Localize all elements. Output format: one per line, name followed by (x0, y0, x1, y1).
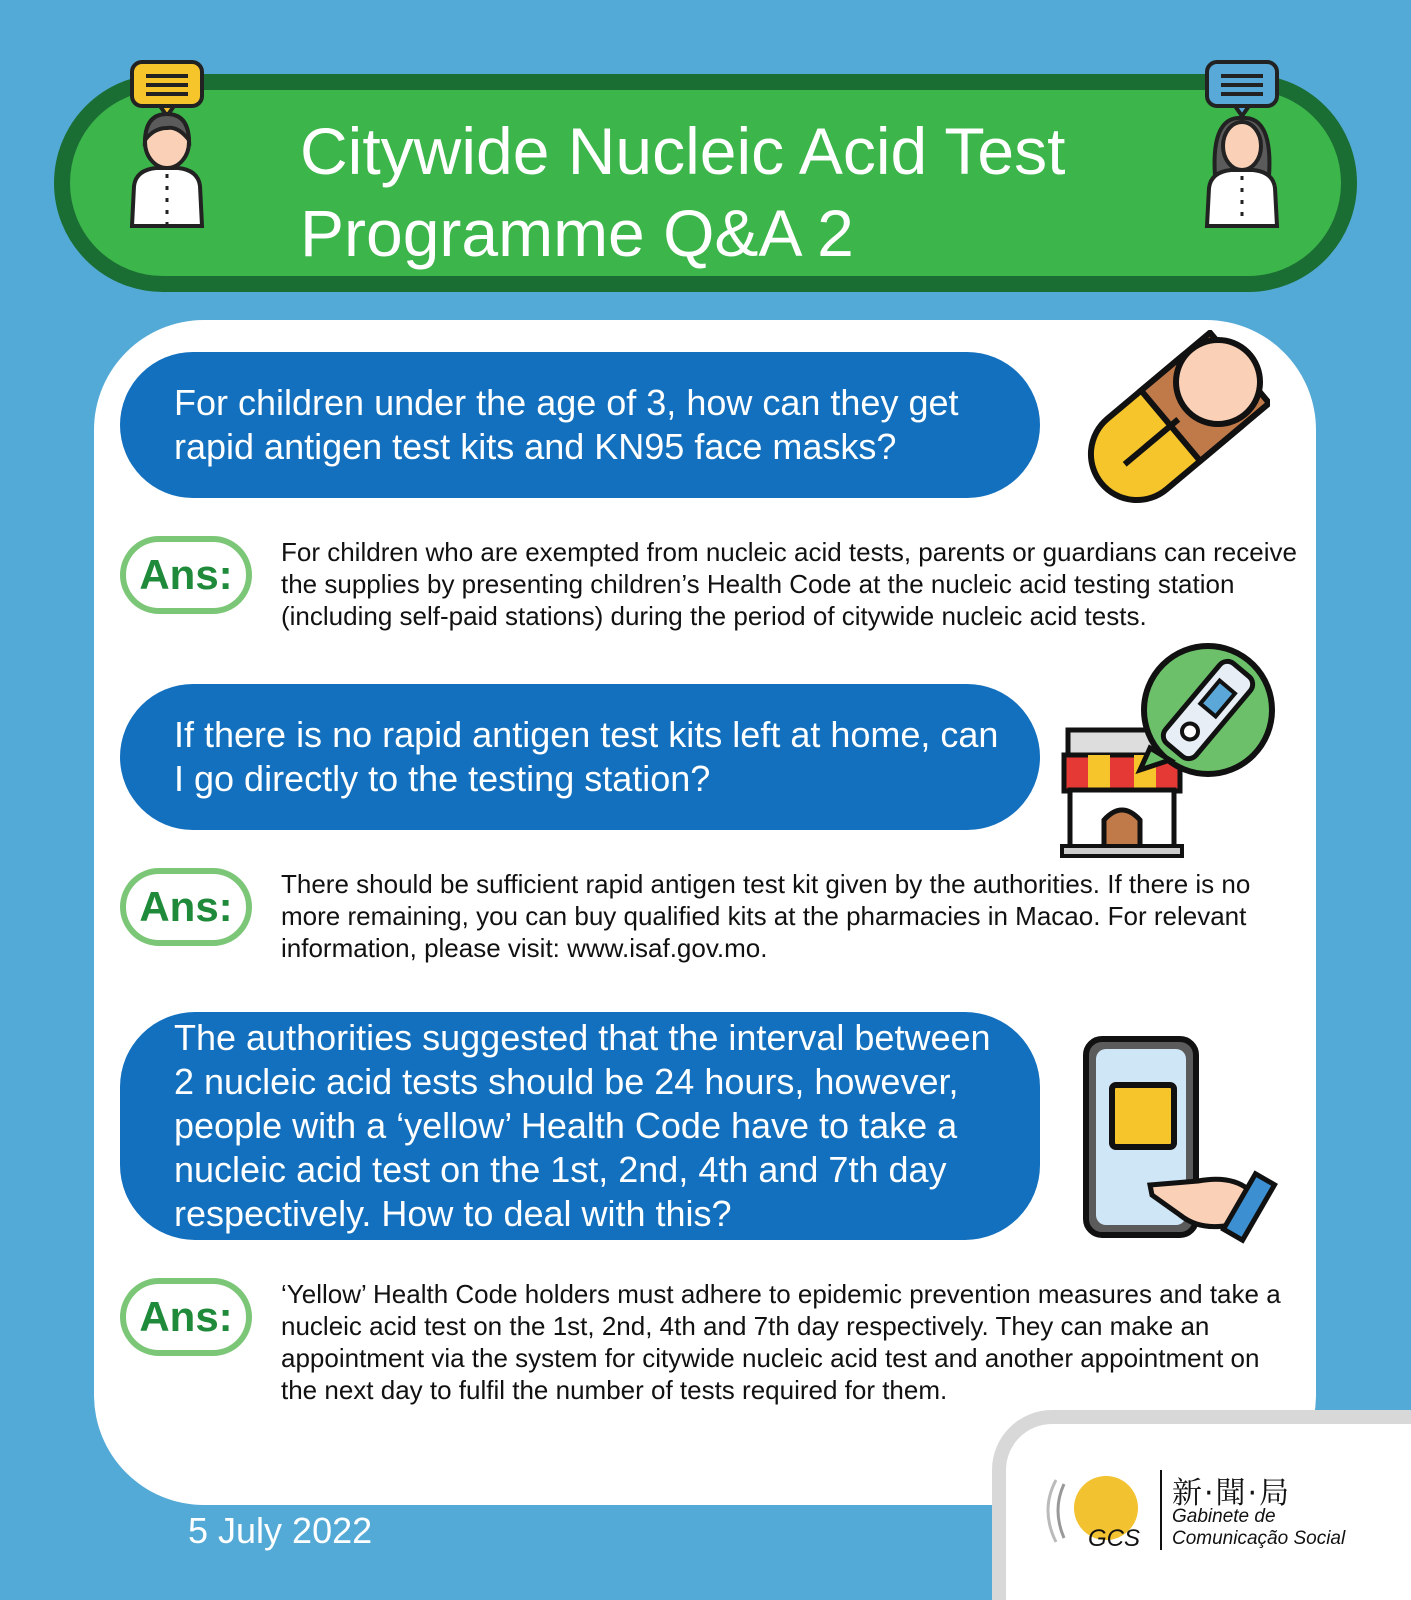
publish-date: 5 July 2022 (188, 1510, 373, 1551)
question-text-3: The authorities suggested that the interval between 2 nucleic acid tests should be 24 hours, however, people with a ‘yellow’ Health Code have to take a nucleic acid test on the 1st, 2nd, 4th and 7th day respectively. How to deal with this? (174, 1017, 991, 1234)
woman-with-speech-bubble-icon (1197, 56, 1287, 236)
question-bubble-2 (120, 684, 1040, 830)
logo-pt-line-1: Gabinete de (1172, 1506, 1276, 1527)
pharmacy-test-kit-icon (1060, 640, 1280, 860)
gcs-logo-icon (1036, 1460, 1156, 1560)
baby-swaddle-icon (1070, 330, 1270, 510)
logo-chinese-name: 新·聞·局 (1172, 1476, 1292, 1511)
answer-label-2: Ans: (120, 868, 252, 946)
man-with-speech-bubble-icon (122, 56, 212, 236)
answer-text-3: ‘Yellow’ Health Code holders must adhere to epidemic prevention measures and take a nucleic acid test on the 1st, 2nd, 4th and 7th day respectively. They can make an appointment via the system for citywide nucleic acid test and another appointment on the next day to fulfil the number of tests required for them. (281, 1279, 1281, 1405)
answer-label-1: Ans: (120, 536, 252, 614)
question-bubble-1 (120, 352, 1040, 498)
title-line-2: Programme Q&A 2 (300, 196, 854, 270)
title-line-1: Citywide Nucleic Acid Test (300, 114, 1066, 188)
question-text-1: For children under the age of 3, how can they get rapid antigen test kits and KN95 face masks? (174, 382, 959, 467)
answer-label-3: Ans: (120, 1278, 252, 1356)
logo-divider (1160, 1470, 1162, 1550)
phone-yellow-code-icon (1080, 1035, 1280, 1250)
answer-text-1: For children who are exempted from nucleic acid tests, parents or guardians can receive the supplies by presenting children’s Health Code at the nucleic acid testing station (including self-paid stations) during the period of citywide nucleic acid tests. (281, 537, 1297, 631)
question-text-2: If there is no rapid antigen test kits left at home, can I go directly to the testing station? (174, 714, 999, 799)
logo-abbr: GCS (1088, 1525, 1141, 1552)
question-bubble-3 (120, 1012, 1040, 1240)
logo-pt-line-2: Comunicação Social (1172, 1528, 1346, 1549)
answer-text-2: There should be sufficient rapid antigen test kit given by the authorities. If there is no more remaining, you can buy qualified kits at the pharmacies in Macao. For relevant information, please visit: www.isaf.gov.mo. (281, 869, 1251, 963)
page-title (300, 110, 1160, 274)
logo-portuguese-name (1172, 1506, 1345, 1550)
